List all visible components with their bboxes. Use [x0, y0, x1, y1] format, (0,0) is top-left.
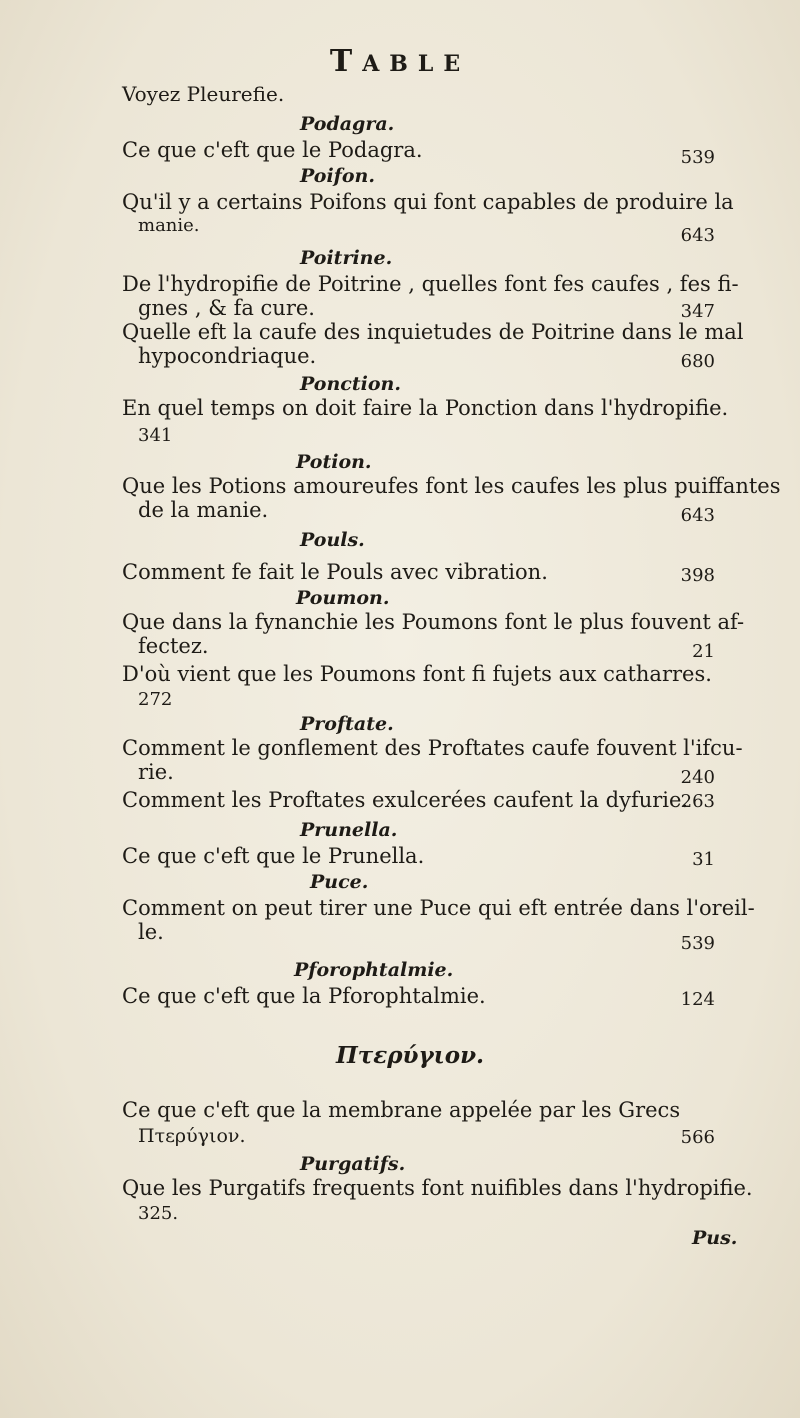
headword: Poitrine.	[300, 247, 393, 269]
entry-line: Qu'il y a certains Poifons qui font capables de produire la	[122, 190, 734, 214]
headword: Poumon.	[296, 587, 390, 609]
page-ref: 539	[680, 933, 715, 954]
entry-line: Ce que c'eft que le Podagra.	[122, 138, 423, 162]
page-ref: 539	[680, 147, 715, 168]
entry-continuation: rie.	[138, 760, 174, 784]
headword: Prunella.	[300, 819, 398, 841]
entry-line: Comment fe fait le Pouls avec vibration.	[122, 560, 548, 584]
entry-line: Que les Purgatifs frequents font nuifibles dans l'hydropifie.	[122, 1176, 753, 1200]
entry-line: Que les Potions amoureufes font les caufes les plus puiffantes	[122, 474, 781, 498]
page-ref: 643	[680, 225, 715, 246]
entry-continuation: manie.	[138, 215, 200, 236]
entry-continuation: gnes , & fa cure.	[138, 296, 315, 320]
entry-continuation: le.	[138, 920, 164, 944]
entry-line: Comment les Proftates exulcerées caufent la dyfurie.	[122, 788, 689, 812]
headword: Ponction.	[300, 373, 401, 395]
entry-line: Comment le gonflement des Proftates caufe fouvent l'ifcu-	[122, 736, 743, 760]
headword: Potion.	[296, 451, 372, 473]
page-ref: 643	[680, 505, 715, 526]
page-ref: 566	[680, 1127, 715, 1148]
entry-line: De l'hydropifie de Poitrine , quelles font fes caufes , fes fi-	[122, 272, 739, 296]
page-ref: 21	[692, 641, 715, 662]
running-head	[0, 44, 800, 79]
entry-line: D'où vient que les Poumons font fi fujets aux catharres.	[122, 662, 712, 686]
see-also-line: Voyez Pleurefie.	[122, 82, 285, 106]
page-ref: 124	[680, 989, 715, 1010]
entry-continuation: hypocondriaque.	[138, 344, 317, 368]
entry-line: Comment on peut tirer une Puce qui eft entrée dans l'oreil-	[122, 896, 755, 920]
entry-line: En quel temps on doit faire la Ponction dans l'hydropifie.	[122, 396, 729, 420]
running-head-initial: T	[329, 44, 363, 79]
headword: Pouls.	[300, 529, 365, 551]
page-ref: 31	[692, 849, 715, 870]
entry-line: Ce que c'eft que la membrane appelée par les Grecs	[122, 1098, 681, 1122]
page-ref: 680	[680, 351, 715, 372]
entry-continuation: 272	[138, 689, 173, 710]
headword: Podagra.	[300, 113, 395, 135]
entry-continuation: 341	[138, 425, 173, 446]
entry-line: Ce que c'eft que le Prunella.	[122, 844, 425, 868]
headword: Puce.	[310, 871, 369, 893]
headword: Proftate.	[300, 713, 394, 735]
page-ref: 240	[680, 767, 715, 788]
entry-line: Que dans la fynanchie les Poumons font le plus fouvent af-	[122, 610, 745, 634]
entry-line: Ce que c'eft que la Pforophtalmie.	[122, 984, 486, 1008]
running-head-rest: ABLE	[362, 51, 471, 77]
entry-continuation: 325.	[138, 1203, 179, 1224]
headword: Purgatifs.	[300, 1153, 406, 1175]
page-ref: 263	[680, 791, 715, 812]
entry-continuation: de la manie.	[138, 498, 269, 522]
page-ref: 347	[680, 301, 715, 322]
entry-continuation: fectez.	[138, 634, 209, 658]
entry-line: Quelle eft la caufe des inquietudes de Poitrine dans le mal	[122, 320, 744, 344]
entry-continuation-greek: Πτερύγιον.	[138, 1125, 246, 1147]
headword-greek: Πτερύγιον.	[336, 1042, 485, 1069]
catchword: Pus.	[692, 1227, 738, 1249]
page-ref: 398	[680, 565, 715, 586]
headword: Poifon.	[300, 165, 375, 187]
headword: Pforophtalmie.	[294, 959, 454, 981]
